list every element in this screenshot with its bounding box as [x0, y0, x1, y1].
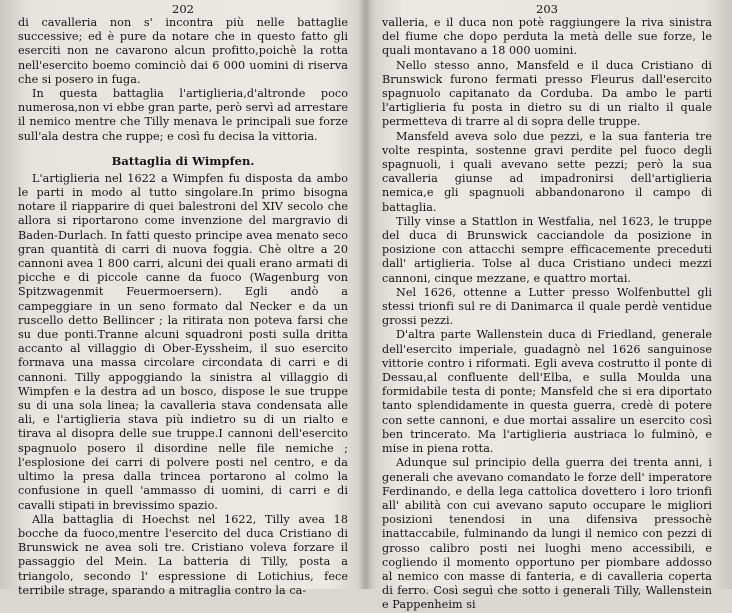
right-paragraph-5: D'altra parte Wallenstein duca di Friedland, generale dell'esercito imperiale, guadagnò nel 1626 sanguinose vittorie contro i riformati. Egli aveva costrutto il ponte di Dessau,al confluente dell'Elba, e sulla Moulda una formidabile testa di ponte; Mansfeld che si era diportato tanto splendidamente in questa guerra, credè di potere con sette cannoni, e due mortai assalire un esercito così ben trincerato. Ma l'artiglieria austriaca lo fulminò, e mise in piena rotta.: [382, 328, 712, 456]
right-page: [382, 0, 712, 612]
book-gutter: [358, 0, 374, 589]
left-paragraph-3: L'artiglieria nel 1622 a Wimpfen fu disposta da ambo le parti in modo al tutto singolare.In primo bisogna notare il riapparire di quei balestroni del XIV secolo che allora si riportarono come invenzione del margravio di Baden-Durlach. In fatti questo principe avea menato seco gran quantità di carri di nuova foggia. Chè oltre a 20 cannoni avea 1 800 carri, alcuni dei quali erano armati di picche e di piccole canne da fuoco (Wagenburg von Spitzwagenmit Feuermoersern). Egli andò a campeggiare in un seno formato dal Necker e da un ruscello detto Bellincer ; la ritirata non poteva farsi che su due ponti.Tranne alcuni squadroni posti sulla dritta accanto al villaggio di Ober-Eyssheim, il suo esercito formava una massa circolare circondata di carri e di cannoni. Tilly appoggiando la sinistra al villaggio di Wimpfen e la destra ad un bosco, dispose le sue truppe su di una sola linea; la cavalleria stava condensata alle ali, e l'artiglieria stava più indietro su di un rialto e tirava al disopra delle sue truppe.I cannoni dell'esercito spagnuolo posero il disordine nelle file nemiche ; l'esplosione dei carri di polvere posti nel centro, e da ultimo la presa dalla trincea portarono al colmo la confusione in quell 'ammasso di uomini, di carri e di cavalli stipati in brevissimo spazio.: [18, 171, 349, 512]
left-page-text: [18, 16, 348, 598]
right-page-text: [382, 16, 712, 613]
right-paragraph-6: Adunque sul principio della guerra dei trenta anni, i generali che avevano comandato le forze dell' imperatore Ferdinando, e della lega cattolica dovettero i loro trionfi all' abilità con cui avevano saputo occupare le migliori posizioni tenendosi in una difensiva pressochè inattaccabile, fulminando da lungi il nemico con pezzi di grosso calibro posti nei luoghi meno accessibili, e cogliendo il momento opportuno per piombare addosso al nemico con masse di fanteria, e di cavalleria coperta di ferro. Così seguì che sotto i generali Tilly, Wallenstein e Pappenheim si: [382, 456, 712, 612]
right-paragraph-1: Nello stesso anno, Mansfeld e il duca Cristiano di Brunswick furono fermati presso Fleurus dall'esercito spagnuolo capitanato da Corduba. Da ambo le parti l'artiglieria fu posta in dietro su di un rialto il quale permetteva di trarre al di sopra delle truppe.: [382, 58, 712, 129]
right-paragraph-3: Tilly vinse a Stattlon in Westfalia, nel 1623, le truppe del duca di Brunswick cacciandole da posizione in posizione con attacchi sempre efficacemente preceduti dall' artiglieria. Tolse al duca Cristiano undeci mezzi cannoni, cinque mezzane, e quattro mortai.: [382, 214, 712, 285]
left-page: [18, 0, 349, 597]
page-number-left: 202: [172, 2, 194, 16]
left-paragraph-4: Alla battaglia di Hoechst nel 1622, Tilly avea 18 bocche da fuoco,mentre l'esercito del duca Cristiano di Brunswick ne avea soli tre. Cristiano voleva forzare il passaggio del Mein. La batteria di Tilly, posta a triangolo, secondo l' espressione di Lotichius, fece terribile strage, sparando a mitraglia contro la ca-: [18, 512, 348, 597]
right-paragraph-continuation: valleria, e il duca non potè raggiungere la riva sinistra del fiume che dopo perduta la metà delle sue forze, le quali montavano a 18 000 uomini.: [382, 16, 712, 58]
section-heading: Battaglia di Wimpfen.: [111, 153, 255, 168]
page-number-right: 203: [536, 2, 558, 16]
left-paragraph-1: di cavalleria non s' incontra più nelle battaglie successive; ed è pure da notare che in questo fatto gli eserciti non ne cavarono alcun profitto,poichè la rotta nell'esercito boemo cominciò dai 6 000 uomini di riserva che si posero in fuga.: [18, 16, 348, 86]
right-paragraph-4: Nel 1626, ottenne a Lutter presso Wolfenbuttel gli stessi trionfi sul re di Danimarca il quale perdè ventidue grossi pezzi.: [382, 285, 712, 328]
left-paragraph-2: In questa battaglia l'artiglieria,d'altronde poco numerosa,non vi ebbe gran parte, però servì ad arrestare il nemico mentre che Tilly menava le principali sue forze sull'ala destra che ruppe; e così fu decisa la vittoria.: [18, 87, 348, 143]
right-paragraph-2: Mansfeld aveva solo due pezzi, e la sua fanteria tre volte respinta, sostenne gravi perdite pel fuoco degli spagnuoli, i quali avevano sette pezzi; però la sua cavalleria giunse ad impadronirsi dell'artiglieria nemica,e gli spagnuoli abbandonarono il campo di battaglia.: [382, 129, 712, 214]
